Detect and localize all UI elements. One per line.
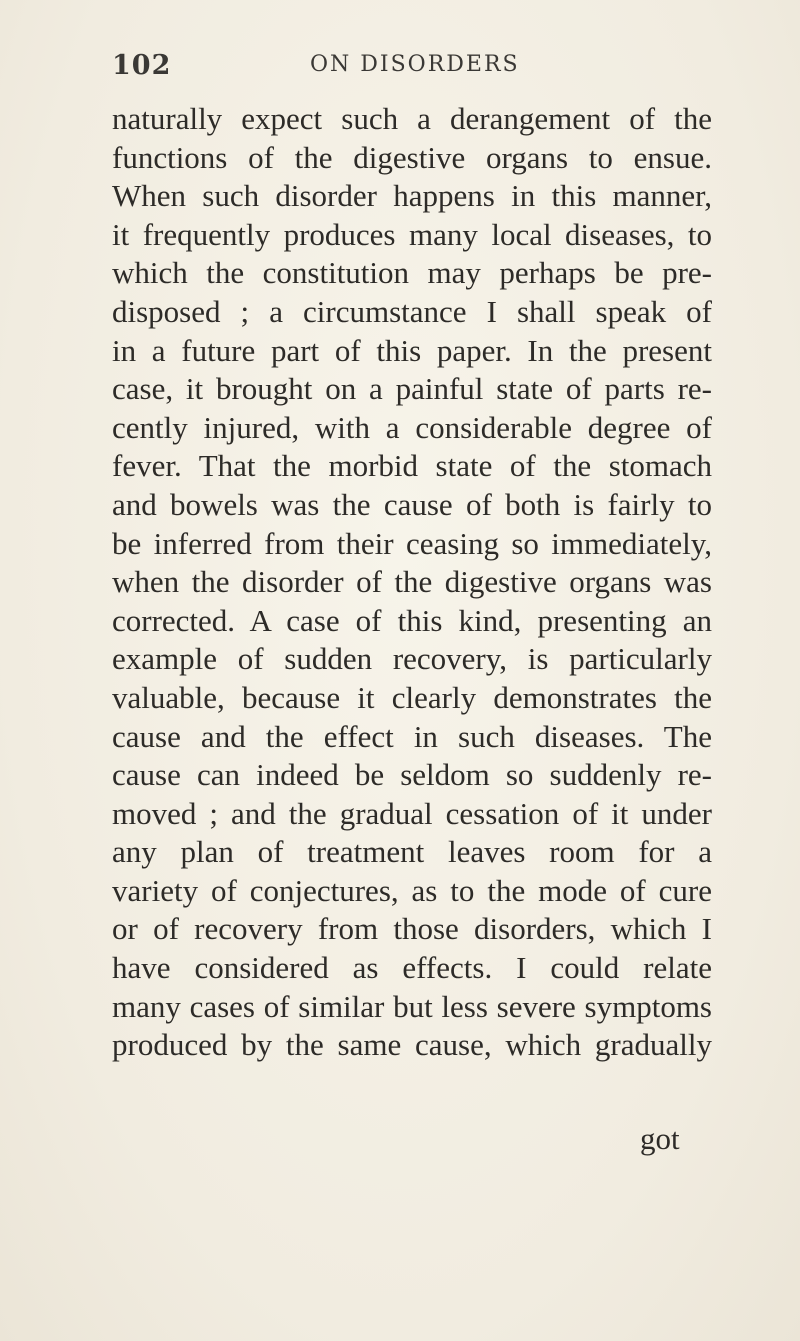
text-line: When such disorder happens in this manner,: [112, 178, 712, 214]
text-line: produced by the same cause, which gradually: [112, 1027, 712, 1063]
text-line: it frequently produces many local diseases, to: [112, 216, 712, 252]
text-line: any plan of treatment leaves room for a: [112, 834, 712, 870]
text-line: naturally expect such a derangement of the: [112, 101, 712, 136]
text-line: fever. That the morbid state of the stomach: [112, 448, 712, 484]
text-line: when the disorder of the digestive organs was: [112, 564, 712, 600]
text-line: many cases of similar but less severe symptoms: [112, 988, 712, 1024]
text-line: which the constitution may perhaps be pre-: [112, 255, 712, 291]
text-line: moved ; and the gradual cessation of it under: [112, 795, 712, 831]
text-line: in a future part of this paper. In the present: [112, 332, 712, 368]
text-line: case, it brought on a painful state of parts re-: [112, 371, 712, 407]
text-line: be inferred from their ceasing so immediately,: [112, 525, 712, 561]
text-line: disposed ; a circumstance I shall speak of: [112, 293, 712, 329]
text-line: or of recovery from those disorders, which I: [112, 911, 712, 947]
body-text: [112, 100, 712, 1065]
text-line: functions of the digestive organs to ensue.: [112, 139, 712, 175]
catchword: got: [640, 1121, 680, 1156]
page-number: 102: [112, 50, 172, 81]
running-title: ON DISORDERS: [310, 52, 520, 77]
text-line: and bowels was the cause of both is fairly to: [112, 486, 712, 522]
text-line: example of sudden recovery, is particularly: [112, 641, 712, 677]
text-line: cause can indeed be seldom so suddenly re-: [112, 757, 712, 793]
text-line: cause and the effect in such diseases. The: [112, 718, 712, 754]
running-head: [112, 50, 692, 84]
text-line: valuable, because it clearly demonstrates the: [112, 679, 712, 715]
text-line: have considered as effects. I could relate: [112, 950, 712, 986]
text-line: cently injured, with a considerable degree of: [112, 409, 712, 445]
text-line: variety of conjectures, as to the mode of cure: [112, 872, 712, 908]
text-line: corrected. A case of this kind, presenting an: [112, 602, 712, 638]
